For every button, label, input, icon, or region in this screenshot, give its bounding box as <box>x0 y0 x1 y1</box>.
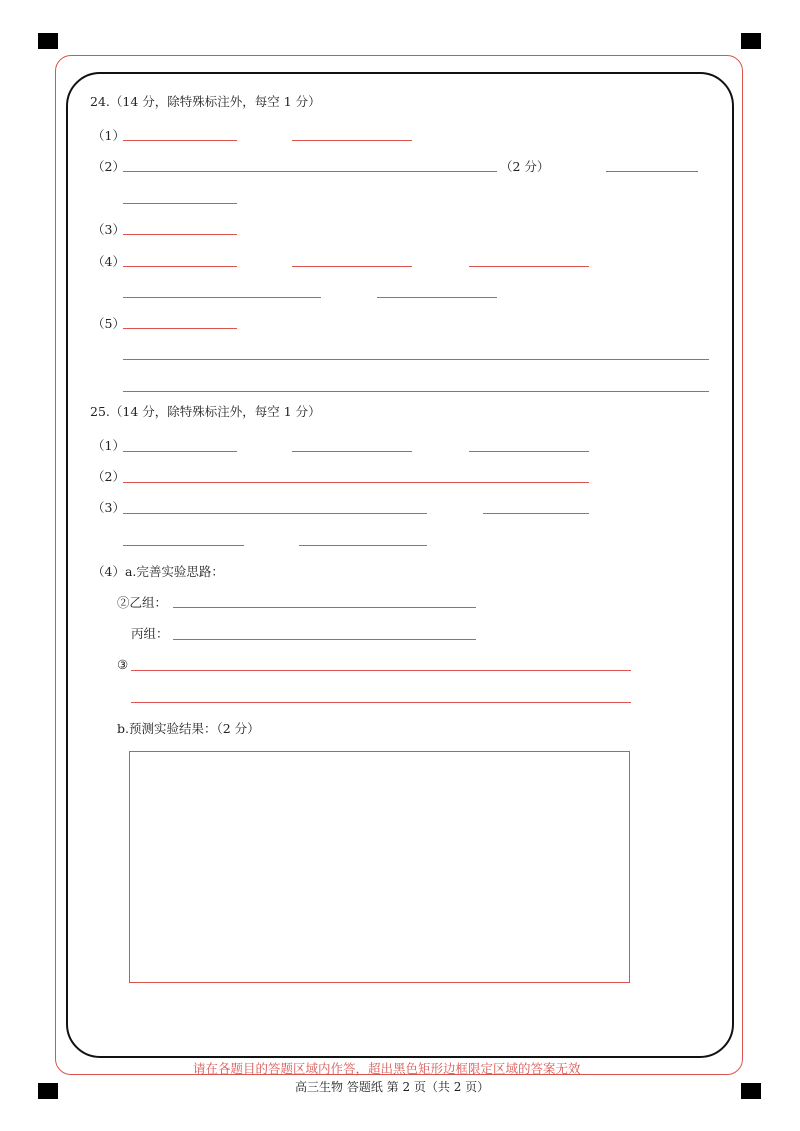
q25-step3-blank-b[interactable] <box>131 702 631 703</box>
q24-part4-blank-a[interactable] <box>123 266 237 267</box>
q25-part4-label: （4）a.完善实验思路： <box>92 564 224 579</box>
q25-part3-blank-a[interactable] <box>123 513 427 514</box>
q25-step3-label: ③ <box>117 657 129 672</box>
q24-part1-blank-b[interactable] <box>292 140 412 141</box>
q25-part1-blank-b[interactable] <box>292 451 412 452</box>
q24-part5-label: （5） <box>92 316 125 331</box>
answer-area-warning: 请在各题目的答题区域内作答，超出黑色矩形边框限定区域的答案无效 <box>193 1061 581 1076</box>
q24-part5-blank-a[interactable] <box>123 328 237 329</box>
q24-part4-label: （4） <box>92 254 125 269</box>
q25-prediction-answer-box[interactable] <box>129 751 630 983</box>
registration-mark-top-right <box>741 33 761 49</box>
q25-part3-blank-c[interactable] <box>123 545 244 546</box>
q24-part5-blank-b[interactable] <box>123 359 709 360</box>
q24-part2-blank-a[interactable] <box>123 171 497 172</box>
page-footer: 高三生物 答题纸 第 2 页（共 2 页） <box>295 1080 490 1094</box>
q24-part5-blank-c[interactable] <box>123 391 709 392</box>
q25-yi-group-label: ②乙组： <box>117 595 168 610</box>
q24-part2-blank-c[interactable] <box>123 203 237 204</box>
q25-part2-blank[interactable] <box>123 482 589 483</box>
q24-part1-blank-a[interactable] <box>123 140 237 141</box>
q24-part2-blank-b[interactable] <box>606 171 698 172</box>
q24-header: 24.（14 分，除特殊标注外，每空 1 分） <box>90 94 321 109</box>
q25-part1-blank-a[interactable] <box>123 451 237 452</box>
registration-mark-bottom-right <box>741 1083 761 1099</box>
q25-prediction-label: b.预测实验结果：（2 分） <box>117 721 260 736</box>
q24-part4-blank-d[interactable] <box>123 297 321 298</box>
q24-part1-label: （1） <box>92 128 125 143</box>
q25-part2-label: （2） <box>92 469 125 484</box>
q25-bing-group-label: 丙组： <box>131 626 169 641</box>
q25-part1-blank-c[interactable] <box>469 451 589 452</box>
q25-part1-label: （1） <box>92 438 125 453</box>
q24-part4-blank-b[interactable] <box>292 266 412 267</box>
q25-part3-blank-b[interactable] <box>483 513 589 514</box>
q25-yi-group-blank[interactable] <box>173 607 476 608</box>
q25-part3-label: （3） <box>92 500 125 515</box>
q24-part4-blank-c[interactable] <box>469 266 589 267</box>
q24-part3-label: （3） <box>92 222 125 237</box>
registration-mark-top-left <box>38 33 58 49</box>
q25-step3-blank-a[interactable] <box>131 670 631 671</box>
q24-part4-blank-e[interactable] <box>377 297 497 298</box>
q25-header: 25.（14 分，除特殊标注外，每空 1 分） <box>90 404 321 419</box>
q24-part3-blank[interactable] <box>123 234 237 235</box>
q25-part3-blank-d[interactable] <box>299 545 427 546</box>
q24-part2-label: （2） <box>92 159 125 174</box>
q24-part2-score: （2 分） <box>500 159 550 174</box>
registration-mark-bottom-left <box>38 1083 58 1099</box>
q25-bing-group-blank[interactable] <box>173 639 476 640</box>
